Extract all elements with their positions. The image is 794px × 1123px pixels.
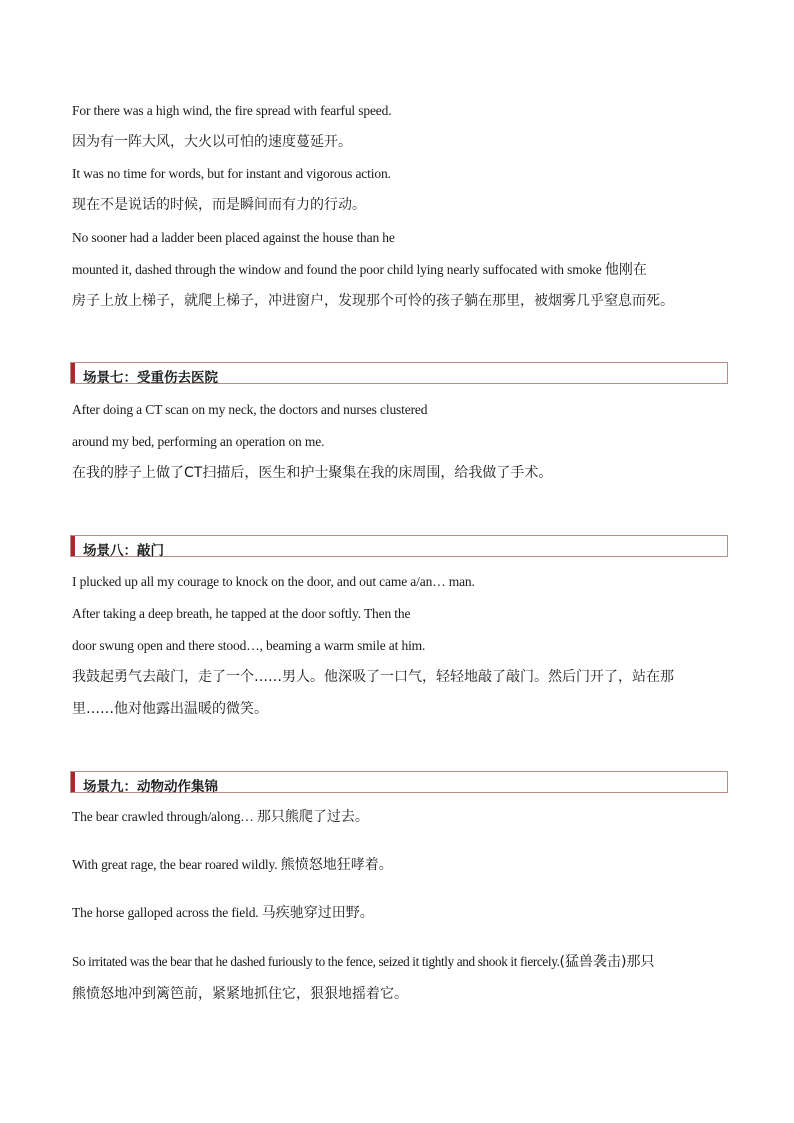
s9-line-1	[72, 810, 369, 824]
s6-line-5: No sooner had a ladder been placed against the house than he	[72, 230, 395, 245]
s9-line-4-zh: (猛兽袭击)那只	[559, 954, 655, 970]
s9-line-5: 熊愤怒地冲到篱笆前，紧紧地抓住它，狠狠地摇着它。	[72, 986, 408, 1002]
s6-line-2: 因为有一阵大风，大火以可怕的速度蔓延开。	[72, 134, 352, 150]
section-heading-scene-7	[70, 362, 728, 384]
s6-line-7: 房子上放上梯子，就爬上梯子，冲进窗户，发现那个可怜的孩子躺在那里，被烟雾几乎窒息而死。	[72, 293, 674, 309]
section-heading-text: 场景八：敲门	[83, 543, 164, 559]
s9-line-3-zh: 马疾驰穿过田野。	[261, 905, 374, 921]
s8-line-2: After taking a deep breath, he tapped at the door softly. Then the	[72, 606, 411, 621]
section-heading-scene-8	[70, 535, 728, 557]
s6-line-6-zh: 他刚在	[604, 262, 647, 278]
s7-line-3: 在我的脖子上做了CT扫描后，医生和护士聚集在我的床周围，给我做了手术。	[72, 465, 553, 481]
heading-accent-bar	[71, 772, 75, 792]
s9-line-3	[72, 906, 374, 920]
s9-line-3-en: The horse galloped across the field.	[72, 905, 262, 920]
heading-accent-bar	[71, 536, 75, 556]
s6-line-3: It was no time for words, but for instant and vigorous action.	[72, 166, 391, 181]
s6-line-4: 现在不是说话的时候，而是瞬间而有力的行动。	[72, 197, 366, 213]
section-heading-text: 场景七：受重伤去医院	[83, 370, 218, 386]
s7-line-1: After doing a CT scan on my neck, the doctors and nurses clustered	[72, 402, 428, 417]
s9-line-2	[72, 858, 393, 872]
section-heading-text: 场景九：动物动作集锦	[83, 779, 218, 795]
s9-line-4	[72, 955, 654, 969]
s9-line-2-en: With great rage, the bear roared wildly.	[72, 857, 281, 872]
section-heading-scene-9	[70, 771, 728, 793]
s8-line-4: 我鼓起勇气去敲门，走了一个……男人。他深吸了一口气，轻轻地敲了敲门。然后门开了，站在那	[72, 669, 674, 685]
s9-line-2-zh: 熊愤怒地狂哮着。	[280, 857, 393, 873]
s9-line-1-en: The bear crawled through/along…	[72, 809, 257, 824]
s6-line-1: For there was a high wind, the fire spread with fearful speed.	[72, 103, 392, 118]
s6-line-6	[72, 263, 647, 277]
s6-line-6-en: mounted it, dashed through the window and found the poor child lying nearly suffocated with smoke	[72, 262, 605, 277]
heading-accent-bar	[71, 363, 75, 383]
s8-line-3: door swung open and there stood…, beaming a warm smile at him.	[72, 638, 426, 653]
s8-line-1: I plucked up all my courage to knock on the door, and out came a/an… man.	[72, 574, 475, 589]
s8-line-5: 里……他对他露出温暖的微笑。	[72, 701, 268, 717]
s9-line-4-en: So irritated was the bear that he dashed furiously to the fence, seized it tightly and shook it fiercely.	[72, 954, 560, 969]
s9-line-1-zh: 那只熊爬了过去。	[256, 809, 369, 825]
s7-line-2: around my bed, performing an operation on me.	[72, 434, 325, 449]
